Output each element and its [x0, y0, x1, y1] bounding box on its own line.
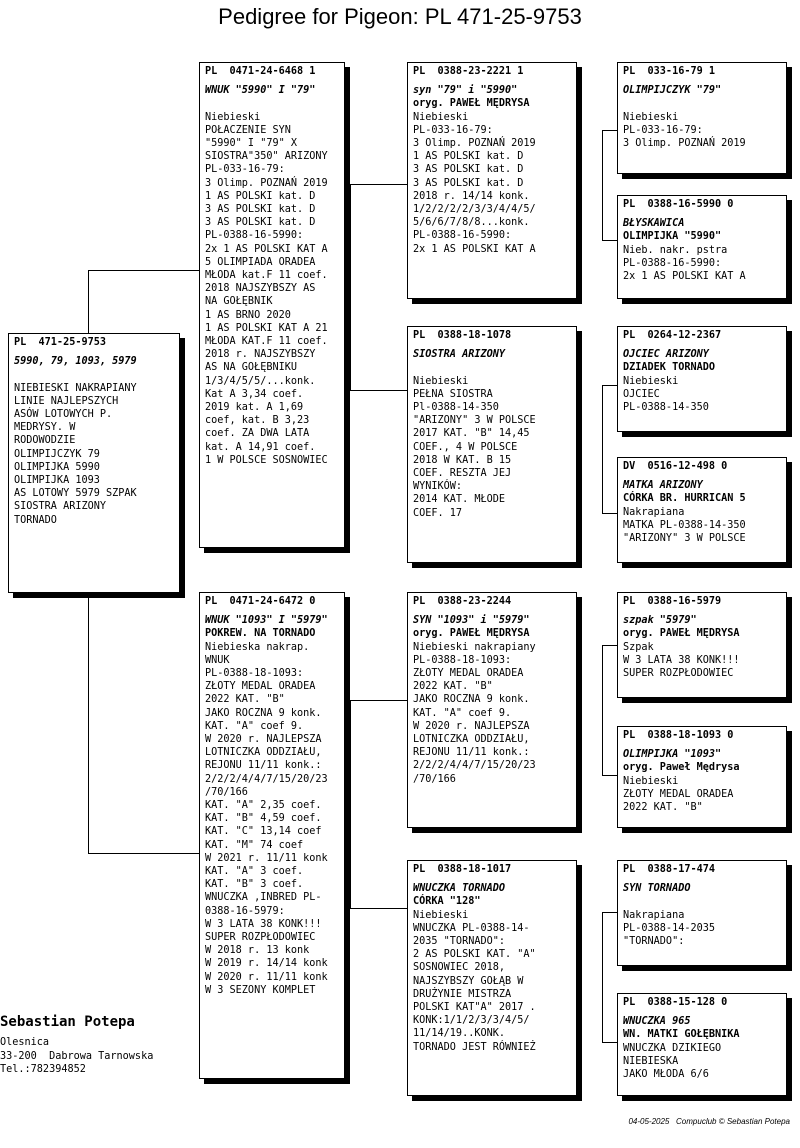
pigeon-note-line: /70/166 — [205, 786, 248, 798]
sire-card[interactable] — [199, 62, 345, 548]
pigeon-note-line: LOTNICZKA ODDZIAŁU, — [205, 747, 322, 759]
connector-line — [602, 912, 603, 1042]
pigeon-note-line: ZŁOTY MEDAL ORADEA — [205, 681, 316, 693]
dam-sire-sire-card[interactable] — [617, 592, 787, 698]
pigeon-note-line: Niebieski — [205, 111, 261, 123]
ring-number: PL 0471-24-6468 1 — [205, 66, 316, 77]
pigeon-note-line: 2x 1 AS POLSKI KAT A — [205, 243, 328, 255]
pigeon-note-line: PL-0388-16-5990: — [623, 257, 722, 269]
pigeon-note-line: W 2020 r. NAJLEPSZA — [413, 720, 530, 732]
pigeon-note-line: SOSNOWIEC 2018, — [413, 962, 506, 974]
pigeon-note-line — [14, 368, 175, 381]
pigeon-note-line — [623, 895, 782, 908]
pigeon-name: WNUK "1093" I "5979" — [205, 615, 328, 627]
pigeon-note-line: ZŁOTY MEDAL ORADEA — [623, 788, 734, 800]
pigeon-note-line: 2017 KAT. "B" 14,45 — [413, 428, 530, 440]
pigeon-note-line: NIEBIESKA — [623, 1055, 679, 1067]
pigeon-note-line: LINIE NAJLEPSZYCH — [14, 395, 119, 407]
pigeon-note-line: OLIMPIJKA 1093 — [14, 475, 100, 487]
connector-line — [88, 270, 89, 333]
pigeon-note-line: 5 OLIMPIADA ORADEA — [205, 256, 316, 268]
pigeon-note-line: 2/2/2/4/4/7/15/20/23 — [205, 773, 328, 785]
pigeon-note-line: WNUK — [205, 654, 230, 666]
pigeon-name: MATKA ARIZONY — [623, 480, 703, 492]
connector-line — [602, 912, 617, 913]
pigeon-note-line: oryg. PAWEŁ MĘDRYSA — [413, 628, 530, 640]
pigeon-note-line: NAJSZYBSZY GOŁĄB W — [413, 975, 524, 987]
ring-number: PL 0388-23-2221 1 — [413, 66, 524, 77]
ring-number: PL 0264-12-2367 — [623, 330, 722, 341]
ring-number: PL 0471-24-6472 0 — [205, 596, 316, 607]
dam-dam-card[interactable] — [407, 860, 577, 1096]
pigeon-note-line: oryg. Paweł Mędrysa — [623, 762, 740, 774]
pigeon-note-line — [413, 361, 572, 374]
pigeon-note-line: Szpak — [623, 641, 654, 653]
ring-number: PL 0388-18-1093 0 — [623, 730, 734, 741]
pigeon-note-line: Niebieski nakrapiany — [413, 641, 536, 653]
pigeon-note-line: "ARIZONY" 3 W POLSCE — [413, 415, 536, 427]
pigeon-name: 5990, 79, 1093, 5979 — [14, 356, 137, 368]
ring-number: PL 0388-16-5979 — [623, 596, 722, 607]
pigeon-note-line: REJONU 11/11 konk.: — [413, 747, 530, 759]
pigeon-note-line: RODOWODZIE — [14, 435, 76, 447]
pigeon-note-line: oryg. PAWEŁ MĘDRYSA — [623, 628, 740, 640]
pigeon-note-line: ASÓW LOTOWYCH P. — [14, 409, 113, 420]
pigeon-note-line: "5990" I "79" X — [205, 138, 298, 149]
breeder-phone: Tel.:782394852 — [0, 1064, 86, 1075]
connector-line — [88, 853, 200, 854]
pigeon-note-line: PL-0388-18-1093: — [413, 654, 512, 666]
pigeon-note-line: TORNADO JEST RÓWNIEŻ — [413, 1041, 536, 1053]
connector-line — [602, 645, 603, 775]
pigeon-note-line: TORNADO — [14, 514, 57, 526]
pigeon-note-line: kat. A 14,91 coef. — [205, 441, 316, 453]
pigeon-note-line: coef, kat. B 3,23 — [205, 415, 310, 427]
pigeon-name: OLIMPIJCZYK "79" — [623, 85, 722, 97]
sire-sire-dam-card[interactable] — [617, 195, 787, 299]
pigeon-note-line: 2 AS POLSKI KAT. "A" — [413, 949, 536, 961]
connector-line — [88, 270, 200, 271]
connector-line — [602, 513, 617, 514]
pigeon-note-line: POKREW. NA TORNADO — [205, 628, 316, 640]
pigeon-note-line: JAKO MŁODA 6/6 — [623, 1069, 709, 1081]
pigeon-note-line: 2018 W KAT. B 15 — [413, 454, 512, 466]
pigeon-note-line: KAT. "A" coef 9. — [413, 707, 512, 719]
pigeon-note-line: MEDRYSY. W — [14, 422, 76, 434]
pigeon-note-line: PEŁNA SIOSTRA — [413, 388, 493, 400]
pigeon-note-line: ZŁOTY MEDAL ORADEA — [413, 668, 524, 680]
pigeon-note-line: PL-0388-16-5990: — [413, 230, 512, 242]
pigeon-name: WNUK "5990" I "79" — [205, 85, 316, 97]
pigeon-note-line: SUPER ROZPŁODOWIEC — [623, 668, 734, 680]
sire-dam-sire-card[interactable] — [617, 326, 787, 432]
pigeon-note-line: 3 AS POLSKI kat. D — [205, 217, 316, 229]
pigeon-note-line: SUPER ROZPŁODOWIEC — [205, 932, 316, 944]
page-title: Pedigree for Pigeon: PL 471-25-9753 — [218, 4, 582, 29]
connector-line — [350, 700, 351, 908]
pigeon-note-line: KAT. "A" coef 9. — [205, 720, 304, 732]
ring-number: PL 0388-18-1078 — [413, 330, 512, 341]
pigeon-note-line: WYNIKÓW: — [413, 481, 463, 493]
connector-line — [602, 130, 603, 240]
pigeon-note-line: OJCIEC — [623, 388, 660, 400]
pigeon-note-line: 1 AS POLSKI KAT A 21 — [205, 322, 328, 334]
pigeon-note-line: PL-033-16-79: — [623, 124, 703, 136]
pigeon-note-line: Niebieski — [413, 909, 469, 921]
pigeon-note-line: OLIMPIJKA "5990" — [623, 231, 722, 243]
connector-line — [602, 385, 617, 386]
pigeon-note-line: 1 AS POLSKI kat. D — [413, 151, 524, 163]
pigeon-note-line: PL-0388-14-350 — [623, 402, 709, 414]
pigeon-note-line: Niebieski — [623, 111, 679, 123]
pigeon-note-line: Niebieski — [413, 375, 469, 387]
pigeon-note-line: W 2019 r. 14/14 konk — [205, 958, 328, 970]
breeder-info — [0, 1014, 153, 1077]
pigeon-name: SYN TORNADO — [623, 883, 691, 895]
pigeon-note-line: 11/14/19..KONK. — [413, 1028, 506, 1040]
pigeon-note-line: W 2018 r. 13 konk — [205, 945, 310, 957]
connector-line — [602, 130, 617, 131]
pigeon-note-line: Nakrapiana — [623, 909, 685, 921]
connector-line — [350, 700, 407, 701]
pigeon-note-line: DRUŻYNIE MISTRZA — [413, 988, 512, 1000]
pigeon-note-line: POLSKI KAT"A" 2017 . — [413, 1002, 536, 1014]
dam-sire-card[interactable] — [407, 592, 577, 828]
pigeon-note-line: COEF., 4 W POLSCE — [413, 441, 518, 453]
pigeon-note-line: W 2021 r. 11/11 konk — [205, 852, 328, 864]
pigeon-note-line: 2018 NAJSZYBSZY AS — [205, 283, 316, 295]
pigeon-note-line — [623, 97, 782, 110]
pigeon-note-line: KAT. "A" 3 coef. — [205, 866, 304, 878]
pigeon-note-line: NA GOŁĘBNIK — [205, 296, 273, 308]
pigeon-name: WNUCZKA TORNADO — [413, 883, 506, 895]
pigeon-note-line: AS LOTOWY 5979 SZPAK — [14, 488, 137, 500]
connector-line — [350, 184, 407, 185]
connector-line — [350, 390, 407, 391]
pigeon-note-line: 3 Olimp. POZNAŃ 2019 — [205, 177, 328, 189]
pigeon-note-line: Niebieski — [413, 111, 469, 123]
pigeon-note-line: Niebieski — [623, 775, 679, 787]
pigeon-note-line: oryg. PAWEŁ MĘDRYSA — [413, 98, 530, 110]
pigeon-note-line: PL-033-16-79: — [205, 164, 285, 176]
pigeon-note-line: WNUCZKA DZIKIEGO — [623, 1042, 722, 1054]
pigeon-note-line: 2022 KAT. "B" — [413, 681, 493, 693]
pigeon-name: BŁYSKAWICA — [623, 218, 685, 230]
pigeon-note-line: Niebieski — [623, 375, 679, 387]
pigeon-note-line: LOTNICZKA ODDZIAŁU, — [413, 734, 530, 746]
pigeon-note-line: "TORNADO": — [623, 936, 685, 947]
pigeon-note-line: KAT. "B" 4,59 coef. — [205, 813, 322, 825]
pigeon-note-line: 1/3/4/5/5/...konk. — [205, 375, 316, 387]
sire-sire-sire-card[interactable] — [617, 62, 787, 174]
connector-line — [602, 1042, 617, 1043]
ring-number: PL 0388-18-1017 — [413, 864, 512, 875]
connector-line — [602, 775, 617, 776]
connector-line — [350, 908, 407, 909]
sire-dam-card[interactable] — [407, 326, 577, 563]
pigeon-note-line: SIOSTRA"350" ARIZONY — [205, 151, 328, 163]
pigeon-note-line: 3 AS POLSKI kat. D — [413, 164, 524, 176]
pigeon-name: OJCIEC ARIZONY — [623, 349, 709, 361]
pigeon-note-line: 2x 1 AS POLSKI KAT A — [623, 271, 746, 283]
pigeon-name: szpak "5979" — [623, 615, 697, 627]
pigeon-note-line: WNUCZKA ,INBRED PL- — [205, 892, 322, 904]
pigeon-note-line: SIOSTRA ARIZONY — [14, 501, 107, 513]
pigeon-note-line: 1 AS BRNO 2020 — [205, 309, 291, 321]
pigeon-note-line: 3 AS POLSKI kat. D — [205, 204, 316, 216]
pigeon-note-line: PL-0388-14-2035 — [623, 922, 716, 934]
pigeon-note-line: KAT. "M" 74 coef — [205, 839, 304, 851]
dam-card[interactable] — [199, 592, 345, 1079]
sire-dam-dam-card[interactable] — [617, 457, 787, 563]
pigeon-note-line: KONK:1/1/2/3/3/4/5/ — [413, 1015, 530, 1027]
pigeon-note-line: PL-0388-18-1093: — [205, 668, 304, 680]
pigeon-note-line: W 3 LATA 38 KONK!!! — [623, 654, 740, 666]
pigeon-note-line: CÓRKA BR. HURRICAN 5 — [623, 493, 746, 505]
connector-line — [602, 240, 617, 241]
pigeon-note-line: 3 Olimp. POZNAŃ 2019 — [623, 138, 746, 149]
pigeon-note-line: COEF. RESZTA JEJ — [413, 468, 512, 480]
pigeon-note-line: KAT. "B" 3 coef. — [205, 879, 304, 891]
pigeon-note-line: 2/2/2/4/4/7/15/20/23 — [413, 760, 536, 772]
pigeon-note-line: REJONU 11/11 konk.: — [205, 760, 322, 772]
pigeon-note-line: coef. ZA DWA LATA — [205, 428, 310, 440]
pigeon-note-line: COEF. 17 — [413, 507, 463, 519]
pigeon-note-line: MŁODA KAT.F 11 coef. — [205, 336, 328, 348]
connector-line — [602, 645, 617, 646]
pigeon-note-line: 3 AS POLSKI kat. D — [413, 177, 524, 189]
pigeon-note-line: 2035 "TORNADO": — [413, 936, 506, 948]
pigeon-note-line: 3 Olimp. POZNAŃ 2019 — [413, 138, 536, 150]
ring-number: DV 0516-12-498 0 — [623, 461, 728, 472]
dam-dam-dam-card[interactable] — [617, 993, 787, 1096]
pigeon-note-line: /70/166 — [413, 773, 456, 785]
connector-line — [88, 592, 89, 854]
pigeon-note-line: PL-0388-16-5990: — [205, 230, 304, 242]
ring-number: PL 0388-15-128 0 — [623, 997, 728, 1008]
ring-number: PL 471-25-9753 — [14, 337, 107, 348]
footer-credit: 04-05-2025 Compuclub © Sebastian Potepa — [628, 1117, 790, 1126]
pigeon-note-line — [205, 97, 340, 110]
pigeon-note-line: MŁODA kat.F 11 coef. — [205, 270, 328, 282]
pigeon-note-line: Nieb. nakr. pstra — [623, 244, 728, 256]
pigeon-note-line: 2014 KAT. MŁODE — [413, 494, 506, 506]
subject-card[interactable] — [8, 333, 180, 593]
breeder-name: Sebastian Potepa — [0, 1014, 135, 1030]
pigeon-note-line: W 3 SEZONY KOMPLET — [205, 984, 316, 996]
pigeon-note-line: OLIMPIJKA 5990 — [14, 461, 100, 473]
pigeon-note-line: JAKO ROCZNA 9 konk. — [413, 694, 530, 706]
pigeon-note-line: 2022 KAT. "B" — [205, 694, 285, 706]
breeder-address-line: Olesnica — [0, 1037, 50, 1048]
pigeon-note-line: 5/6/6/7/8/8...konk. — [413, 217, 530, 229]
pigeon-note-line: Kat A 3,34 coef. — [205, 388, 304, 400]
pigeon-note-line: JAKO ROCZNA 9 konk. — [205, 707, 322, 719]
sire-sire-card[interactable] — [407, 62, 577, 299]
pigeon-note-line: KAT. "A" 2,35 coef. — [205, 800, 322, 812]
pigeon-note-line: Pl-0388-14-350 — [413, 402, 499, 413]
pigeon-note-line: AS NA GOŁĘBNIKU — [205, 362, 298, 374]
ring-number: PL 0388-17-474 — [623, 864, 716, 875]
pigeon-note-line: W 2020 r. NAJLEPSZA — [205, 734, 322, 746]
pigeon-note-line: Nakrapiana — [623, 506, 685, 518]
pigeon-note-line: 1 W POLSCE SOSNOWIEC — [205, 454, 328, 466]
pigeon-note-line: PL-033-16-79: — [413, 124, 493, 136]
pigeon-name: syn "79" i "5990" — [413, 85, 518, 97]
connector-line — [602, 385, 603, 513]
pigeon-note-line: 2x 1 AS POLSKI KAT A — [413, 243, 536, 255]
ring-number: PL 033-16-79 1 — [623, 66, 716, 77]
pigeon-note-line: DZIADEK TORNADO — [623, 362, 716, 374]
breeder-address-line: 33-200 Dabrowa Tarnowska — [0, 1050, 154, 1062]
pigeon-note-line: 0388-16-5979: — [205, 905, 285, 917]
pigeon-name: OLIMPIJKA "1093" — [623, 749, 722, 761]
ring-number: PL 0388-16-5990 0 — [623, 199, 734, 210]
pigeon-name: WNUCZKA 965 — [623, 1016, 691, 1028]
pigeon-note-line: KAT. "C" 13,14 coef — [205, 826, 322, 838]
pigeon-note-line: NIEBIESKI NAKRAPIANY — [14, 382, 137, 394]
pigeon-note-line: W 3 LATA 38 KONK!!! — [205, 918, 322, 930]
dam-dam-sire-card[interactable] — [617, 860, 787, 966]
pigeon-note-line: 1/2/2/2/2/3/3/4/4/5/ — [413, 204, 536, 216]
ring-number: PL 0388-23-2244 — [413, 596, 512, 607]
pigeon-note-line: POŁACZENIE SYN — [205, 124, 291, 136]
pigeon-note-line: 2018 r. NAJSZYBSZY — [205, 349, 316, 361]
pigeon-name: SIOSTRA ARIZONY — [413, 349, 506, 361]
pigeon-note-line: WN. MATKI GOŁĘBNIKA — [623, 1029, 740, 1041]
pigeon-note-line: WNUCZKA PL-0388-14- — [413, 922, 530, 934]
pigeon-name: SYN "1093" i "5979" — [413, 615, 530, 627]
pigeon-note-line: Niebieska nakrap. — [205, 641, 310, 653]
dam-sire-dam-card[interactable] — [617, 726, 787, 828]
pigeon-note-line: MATKA PL-0388-14-350 — [623, 519, 746, 531]
pigeon-note-line: CÓRKA "128" — [413, 896, 481, 908]
pigeon-note-line: OLIMPIJCZYK 79 — [14, 448, 100, 460]
connector-line — [350, 184, 351, 390]
pigeon-note-line: 1 AS POLSKI kat. D — [205, 190, 316, 202]
pigeon-note-line: 2019 kat. A 1,69 — [205, 402, 304, 414]
pigeon-note-line: 2018 r. 14/14 konk. — [413, 190, 530, 202]
pigeon-note-line: W 2020 r. 11/11 konk — [205, 971, 328, 983]
pigeon-note-line: 2022 KAT. "B" — [623, 802, 703, 814]
pigeon-note-line: "ARIZONY" 3 W POLSCE — [623, 533, 746, 545]
